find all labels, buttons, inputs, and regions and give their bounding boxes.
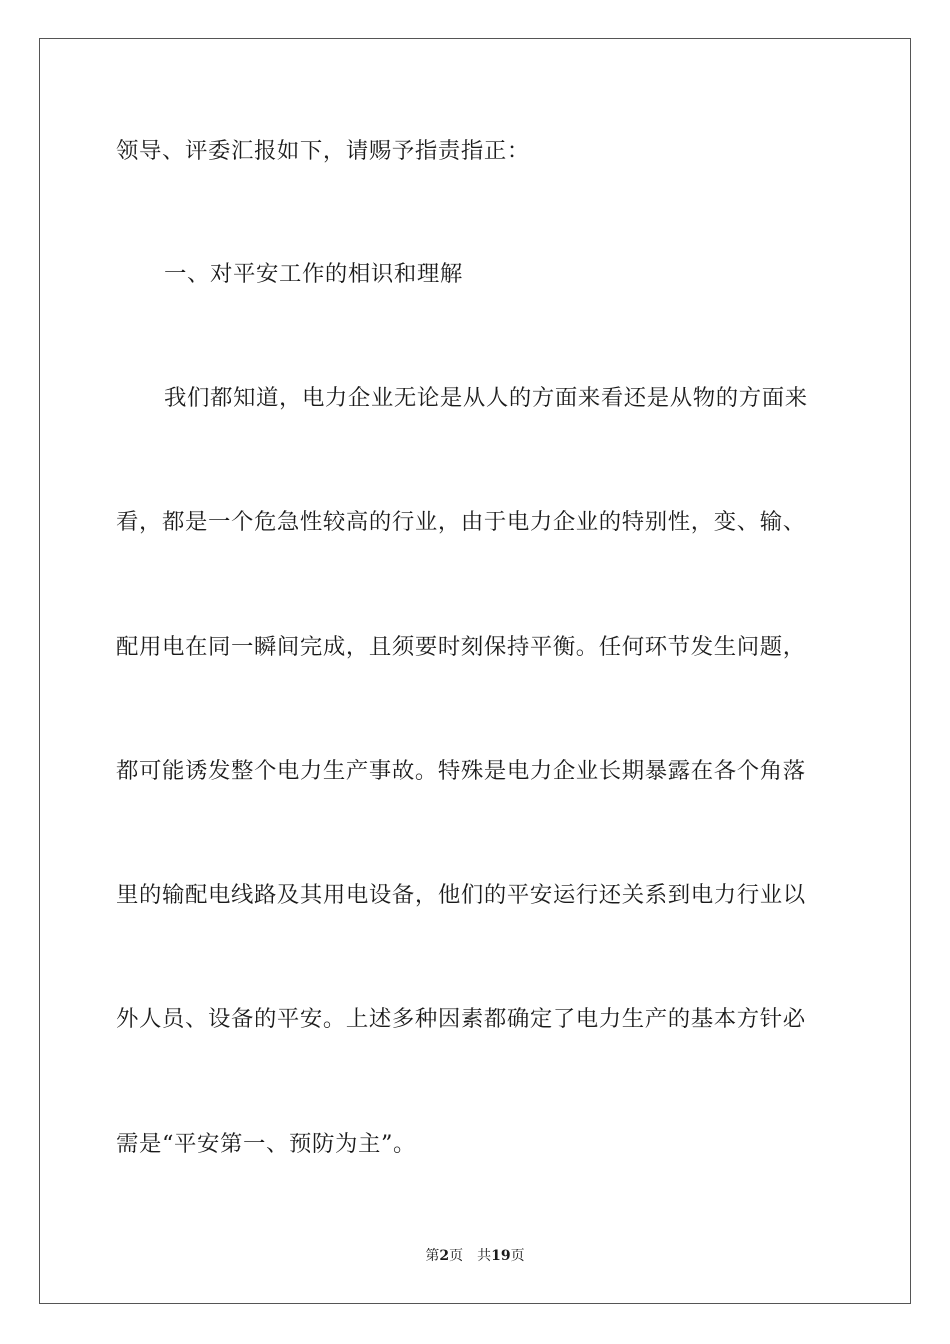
page-footer: [0, 1247, 950, 1265]
body-text-line: 配用电在同一瞬间完成，且须要时刻保持平衡。任何环节发生问题，: [116, 634, 806, 660]
body-text-line: 外人员、设备的平安。上述多种因素都确定了电力生产的基本方针必: [116, 1006, 806, 1032]
body-text-line: 里的输配电线路及其用电设备，他们的平安运行还关系到电力行业以: [116, 882, 806, 908]
footer-page-number: 2: [439, 1248, 450, 1264]
body-text-line: 都可能诱发整个电力生产事故。特殊是电力企业长期暴露在各个角落: [116, 758, 806, 784]
footer-total-suffix: 页: [510, 1248, 525, 1264]
page-frame: [39, 38, 911, 1304]
body-text-line: 我们都知道，电力企业无论是从人的方面来看还是从物的方面来: [164, 385, 808, 411]
footer-page-suffix: 页: [449, 1248, 464, 1264]
section-heading: 一、对平安工作的相识和理解: [164, 261, 463, 287]
footer-total-pages: 19: [491, 1248, 511, 1264]
body-text-line: 看，都是一个危急性较高的行业，由于电力企业的特别性，变、输、: [116, 509, 806, 535]
footer-page-prefix: 第: [425, 1248, 440, 1264]
body-text-line: 领导、评委汇报如下，请赐予指责指正：: [116, 138, 530, 164]
body-text-line: 需是“平安第一、预防为主”。: [116, 1131, 416, 1157]
footer-total-prefix: 共: [477, 1248, 492, 1264]
